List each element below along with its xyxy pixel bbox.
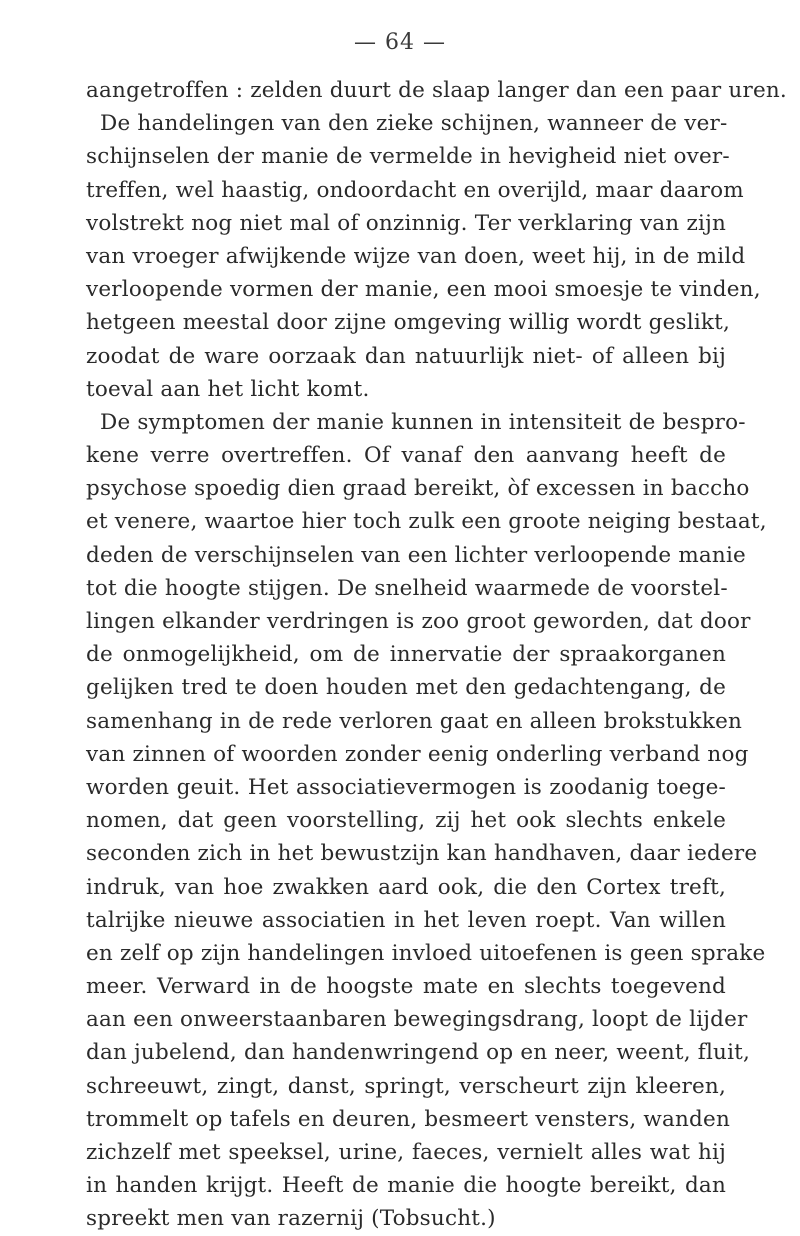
text-line: de onmogelijkheid, om de innervatie der spraakorganen bbox=[86, 642, 726, 668]
text-line: deden de verschijnselen van een lichter verloopende manie bbox=[86, 542, 746, 568]
text-line: hetgeen meestal door zijne omgeving willig wordt geslikt, bbox=[86, 310, 731, 336]
text-line: volstrekt nog niet mal of onzinnig. Ter verklaring van zijn bbox=[86, 210, 726, 236]
text-line: tot die hoogte stijgen. De snelheid waarmede de voorstel- bbox=[86, 575, 728, 601]
text-line: gelijken tred te doen houden met den gedachtengang, de bbox=[86, 675, 726, 701]
text-line: schijnselen der manie de vermelde in hevigheid niet over- bbox=[86, 144, 730, 170]
text-line: meer. Verward in de hoogste mate en slechts toegevend bbox=[86, 974, 726, 1000]
text-line: psychose spoedig dien graad bereikt, òf excessen in baccho bbox=[86, 476, 750, 502]
text-line: lingen elkander verdringen is zoo groot geworden, dat door bbox=[86, 609, 751, 634]
text-line: seconden zich in het bewustzijn kan handhaven, daar iedere bbox=[86, 841, 758, 867]
text-line: zoodat de ware oorzaak dan natuurlijk niet- of alleen bij bbox=[86, 343, 726, 369]
text-line: dan jubelend, dan handenwringend op en neer, weent, fluit, bbox=[86, 1040, 751, 1066]
text-line: zichzelf met speeksel, urine, faeces, vernielt alles wat hij bbox=[86, 1140, 726, 1165]
text-line: trommelt op tafels en deuren, besmeert vensters, wanden bbox=[86, 1106, 730, 1132]
page-number: — 64 — bbox=[354, 30, 446, 55]
text-line: spreekt men van razernij (Tobsucht.) bbox=[86, 1206, 496, 1232]
text-line: et venere, waartoe hier toch zulk een groote neiging bestaat, bbox=[86, 509, 767, 535]
text-line: aan een onweerstaanbaren bewegingsdrang, loopt de lijder bbox=[86, 1007, 748, 1033]
text-line: treffen, wel haastig, ondoordacht en overijld, maar daarom bbox=[86, 177, 744, 203]
text-line: verloopende vormen der manie, een mooi smoesje te vinden, bbox=[86, 277, 761, 303]
text-line: schreeuwt, zingt, danst, springt, verscheurt zijn kleeren, bbox=[86, 1073, 726, 1099]
text-line: in handen krijgt. Heeft de manie die hoogte bereikt, dan bbox=[86, 1173, 726, 1199]
text-line: en zelf op zijn handelingen invloed uitoefenen is geen sprake bbox=[86, 940, 766, 966]
text-line: samenhang in de rede verloren gaat en alleen brokstukken bbox=[86, 708, 743, 734]
text-line: toeval aan het licht komt. bbox=[86, 376, 370, 402]
text-line: worden geuit. Het associatievermogen is zoodanig toege- bbox=[86, 774, 726, 800]
text-line: De handelingen van den zieke schijnen, wanneer de ver- bbox=[100, 111, 728, 137]
text-line: talrijke nieuwe associatien in het leven roept. Van willen bbox=[86, 907, 726, 933]
body-text bbox=[86, 74, 787, 1236]
text-line: indruk, van hoe zwakken aard ook, die den Cortex treft, bbox=[86, 874, 726, 900]
text-line: van zinnen of woorden zonder eenig onderling verband nog bbox=[86, 741, 749, 767]
text-line: aangetroffen : zelden duurt de slaap langer dan een paar uren. bbox=[86, 78, 787, 103]
text-line: De symptomen der manie kunnen in intensiteit de bespro- bbox=[100, 409, 746, 435]
text-line: kene verre overtreffen. Of vanaf den aanvang heeft de bbox=[86, 443, 726, 469]
text-line: nomen, dat geen voorstelling, zij het ook slechts enkele bbox=[86, 808, 726, 834]
text-line: van vroeger afwijkende wijze van doen, weet hij, in de mild bbox=[86, 243, 746, 269]
